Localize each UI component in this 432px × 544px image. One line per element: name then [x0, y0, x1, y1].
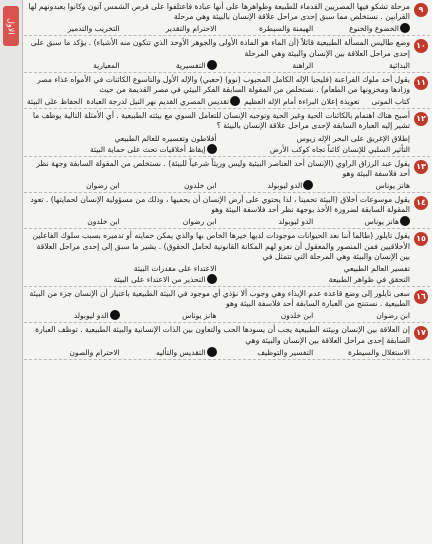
answer-option[interactable]: الاعتداء على مقدرات البيئة	[133, 264, 217, 274]
question-list	[24, 0, 430, 544]
answer-option[interactable]: التفسير والتوظيف	[257, 347, 314, 357]
question-number: ١٦	[414, 290, 428, 304]
answer-option[interactable]: الراهنة	[292, 60, 314, 70]
answer-option-selected[interactable]: الخضوع والخنوع	[317, 23, 410, 34]
answer-option-selected[interactable]: الدو ليوبولد	[27, 310, 120, 321]
answer-option[interactable]: المعيارية	[93, 60, 120, 70]
question-stem: إن العلاقة بين الإنسان وبيئته الطبيعية يجب أن يسودها الحب والتعاون بين الذات الإنسانية والبيئة الطبيعية . توظف العبارة السابقة إحدى مراحل العلاقة بين الإنسان والبيئة وهي	[35, 325, 410, 345]
answer-option[interactable]: تعويذة إعلان البراءة أمام الإله العظيم	[244, 97, 360, 107]
answer-option[interactable]: الحفاظ على البيئة	[27, 97, 83, 107]
answer-options	[27, 216, 410, 227]
answer-option[interactable]: الهيمنة والسيطرة	[258, 24, 314, 34]
question-number: ١٧	[414, 326, 428, 340]
side-strip	[0, 0, 23, 544]
question-item	[24, 36, 430, 72]
answer-option-selected[interactable]: التحذير من الاعتداء على البيئة	[27, 274, 217, 285]
question-number: ١٠	[414, 39, 428, 53]
answer-option[interactable]: هانز يوناس	[182, 311, 217, 321]
question-item	[24, 229, 430, 287]
answer-option[interactable]: الاحترام والصون	[69, 347, 120, 357]
answer-options	[27, 60, 410, 71]
side-label: الاول	[3, 6, 19, 46]
question-item	[24, 157, 430, 193]
question-item	[24, 287, 430, 323]
answer-option[interactable]: ابن خلدون	[87, 217, 120, 227]
question-stem: مرحلة تشكو فيها المصريين القدماء للطبيعة وظواهرها على أنها عبادة فاعتلفوا على قرص الشمس آتون وكانوا يعبدونهم لها القرابين . نستخلص مما سبق إحدى مراحل علاقة الإنسان بالبيئة وهي مرحلة	[28, 2, 410, 22]
question-number: ١٣	[414, 160, 428, 174]
answer-option[interactable]: ابن خلدون	[280, 311, 314, 321]
answer-option-selected[interactable]: التقديس والتأليه	[124, 347, 217, 358]
question-stem: يقول موسوعات أخلاق (البيئة تحمينا ، لذا يحتوي على أرض الإنسان أن يحميها ، وذلك من مسؤولية الإنسان لحمايتها) . تعود المقولة السابقة لضرورة الأخذ بوجهة نظر أحد فلاسفة البيئة وهو	[30, 195, 410, 215]
answer-option-selected[interactable]: هانز يوناس	[317, 216, 410, 227]
answer-options	[27, 23, 410, 34]
answer-option[interactable]: البدائية	[388, 60, 410, 70]
question-stem: يقول تايلور (طالما أننا نعد الحيوانات موجودات لديها خيرها الخاص بها والذي يمكن حمايته أو تدميره بسبب سلوك الفاعلين الأخلاقيين فمن المنصور والمعقول أن نعزو لهم المكانة القانونية لحامل الحقوق) . يشير ما سبق إلى إحدى مراحل العلاقة بين الإنسان والبيئة وهي المرحلة التي تتمثل في	[32, 231, 410, 261]
answer-option[interactable]: أفلاطون وتفسيره للعالم الطبيعي	[114, 133, 217, 143]
answer-option-selected[interactable]: إيقاظ أخلاقيات تحث على حماية البيئة	[27, 144, 217, 155]
answer-option[interactable]: تفسير العالم الطبيعي	[343, 264, 410, 274]
question-item	[24, 0, 430, 36]
question-number: ١١	[414, 76, 428, 90]
answer-option[interactable]: الدو ليوبولد	[278, 217, 314, 227]
question-number: ١٥	[414, 232, 428, 246]
answer-option[interactable]: ابن رضوان	[182, 217, 217, 227]
answer-option[interactable]: التحقق في ظواهر الطبيعة	[328, 275, 410, 285]
answer-option[interactable]: التخريب والتدمير	[67, 24, 120, 34]
answer-option[interactable]: هانز يوناس	[375, 181, 410, 191]
answer-option[interactable]: ابن خلدون	[184, 181, 217, 191]
answer-option-selected[interactable]: الدو ليوبولد	[221, 180, 314, 191]
answer-option[interactable]: ابن رضوان	[86, 181, 120, 191]
answer-options	[27, 133, 410, 155]
answer-options	[27, 263, 410, 285]
question-stem: يقول أحد ملوك الفراعنة (فليحيا الإله الكامل المحبوب (نوو) (حعبي) والإله الأول والتاسوع الكائنات في الأمواه غذاء مصر وزادها ومخزونها من الطعام) . نستخلص من المقولة السابقة الفكر البيئي في مصر القديمة من حيث	[37, 74, 410, 95]
answer-option[interactable]: ابن رضوان	[376, 311, 410, 321]
answer-options	[27, 310, 410, 321]
question-stem: أصبح هناك اهتمام بالكائنات الحية وغير الحية وتوجيه الإنسان للتعامل السوي مع بيئته الطبيعية . أي الأمثلة التالية يوظف ما تشير إليه العبارة السابقة لإحدى مراحل علاقة الإنسان بالبيئة ؟	[32, 111, 410, 131]
answer-option[interactable]: الاحترام والتقدير	[165, 24, 217, 34]
question-item	[24, 323, 430, 359]
question-number: ١٢	[414, 112, 428, 126]
answer-option[interactable]: الاستغلال والسيطرة	[348, 347, 410, 357]
question-item	[24, 73, 430, 109]
answer-options	[27, 180, 410, 191]
answer-option[interactable]: إطلاق الإغريق على البحر الإله زيوس	[296, 133, 410, 143]
answer-option[interactable]: كتاب الموتى	[371, 97, 410, 107]
question-item	[24, 193, 430, 229]
question-stem: سعى تايلور إلى وضع قاعدة عدم الإيذاء وهي وجوب ألا نؤذي أي موجود في البيئة الطبيعية باعتبار أن الإنسان جزء من البيئة الطبيعية . نستنتج من العبارة السابقة أحد فلاسفة البيئة وهو	[29, 289, 410, 309]
question-number: ١٤	[414, 196, 428, 210]
answer-options	[27, 347, 410, 358]
answer-option-selected[interactable]: تقديس المصري القديم نهر النيل لدرجة العبادة	[86, 96, 240, 107]
answer-options	[27, 96, 410, 107]
answer-option[interactable]: التأثير السلبي للإنسان كائناً تجاه كوكب الأرض	[269, 144, 410, 154]
question-stem: يقول عبد الرزاق الراوي (الإنسان أحد العناصر البيئية وليس وريثاً شرعياً للبيئة) . نستخلص من المقولة السابقة وجهة نظر أحد فلاسفة البيئة وهو	[36, 158, 410, 178]
question-stem: وضع طاليس المسألة الطبيعية قائلاً (أن الماء هو المادة الأولى والجوهر الأوحد الذي تتكون منه الأشياء) . يؤكد ما سبق على إحدى مراحل العلاقة بين الإنسان والبيئة وهي المرحلة	[30, 38, 410, 58]
question-number: ٩	[414, 3, 428, 17]
question-item	[24, 109, 430, 156]
answer-option-selected[interactable]: التفسيرية	[124, 60, 217, 71]
